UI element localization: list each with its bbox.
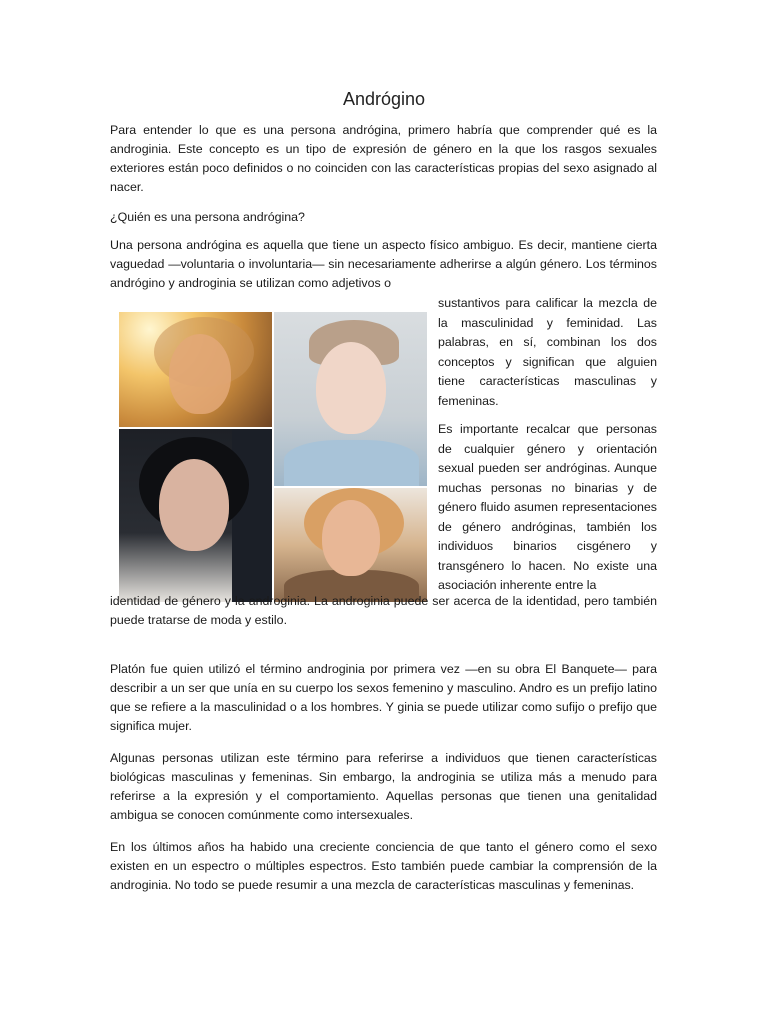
photo-sunlit-portrait bbox=[119, 312, 272, 427]
background-shape bbox=[232, 429, 272, 602]
face-shape bbox=[169, 334, 231, 414]
side-column bbox=[438, 294, 657, 605]
paragraph-identity-tail bbox=[110, 592, 657, 643]
face-shape bbox=[316, 342, 386, 434]
paragraph-text: Para entender lo que es una persona andrógina, primero habría que comprender qué es la androginia. Este concepto es un tipo de expresión de género en la que los rasgos sexuales exteriores están poco definidos o no coinciden con las características propias del sexo asignado al nacer. bbox=[110, 123, 657, 194]
shirt-shape bbox=[284, 440, 419, 486]
photo-blonde-portrait bbox=[274, 488, 427, 602]
paragraph-intro bbox=[110, 121, 657, 210]
page-title: Andrógino bbox=[342, 89, 426, 109]
paragraph-text: identidad de género y la androginia. La androginia puede ser acerca de la identidad, pero también puede tratarse de moda y estilo. bbox=[110, 594, 657, 627]
paragraph-text: Platón fue quien utilizó el término androginia por primera vez —en su obra El Banquete— para describir a un ser que unía en su cuerpo los sexos femenino y masculino. Andro es un prefijo latino que se refiere a la masculinidad o a los hombres. Y ginia se puede utilizar como sufijo o prefijo que significa mujer. bbox=[110, 662, 657, 733]
paragraph-group-rest bbox=[110, 660, 657, 908]
face-shape bbox=[322, 500, 380, 576]
paragraph-text: En los últimos años ha habido una creciente conciencia de que tanto el género como el sexo existen en un espectro o múltiples espectros. Esto también puede cambiar la comprensión de la androginia. No todo se puede resumir a una mezcla de características masculinas y femeninas. bbox=[110, 840, 657, 892]
paragraph-text: Algunas personas utilizan este término para referirse a individuos que tienen características biológicas masculinas y femeninas. Sin embargo, la androginia se utiliza más a menudo para referirse a la expresión y el comportamiento. Aquellas personas que tienen una genitalidad ambigua se conocen comúnmente como intersexuales. bbox=[110, 751, 657, 822]
photo-short-hair-portrait bbox=[274, 312, 427, 486]
paragraph-text: ¿Quién es una persona andrógina? bbox=[110, 210, 305, 224]
paragraph-text: Es importante recalcar que personas de cualquier género y orientación sexual pueden ser andróginas. Aunque muchas personas no binarias y de género fluido asumen representaciones de género andróginas, también los individuos binarios cisgénero y transgénero lo hacen. No existe una asociación inherente entre la bbox=[438, 422, 657, 592]
paragraph-text: sustantivos para calificar la mezcla de la masculinidad y feminidad. Las palabras, en sí, combinan los dos conceptos y significan que alguien tiene características masculinas y femeninas. bbox=[438, 296, 657, 408]
photo-dark-hair-portrait bbox=[119, 429, 272, 602]
photo-collage bbox=[119, 312, 427, 602]
face-shape bbox=[159, 459, 229, 551]
paragraph-text: Una persona andrógina es aquella que tiene un aspecto físico ambiguo. Es decir, mantiene cierta vaguedad —voluntaria o involuntaria— sin necesariamente adherirse a algún género. Los términos andrógino y androginia se utilizan como adjetivos o bbox=[110, 238, 657, 290]
